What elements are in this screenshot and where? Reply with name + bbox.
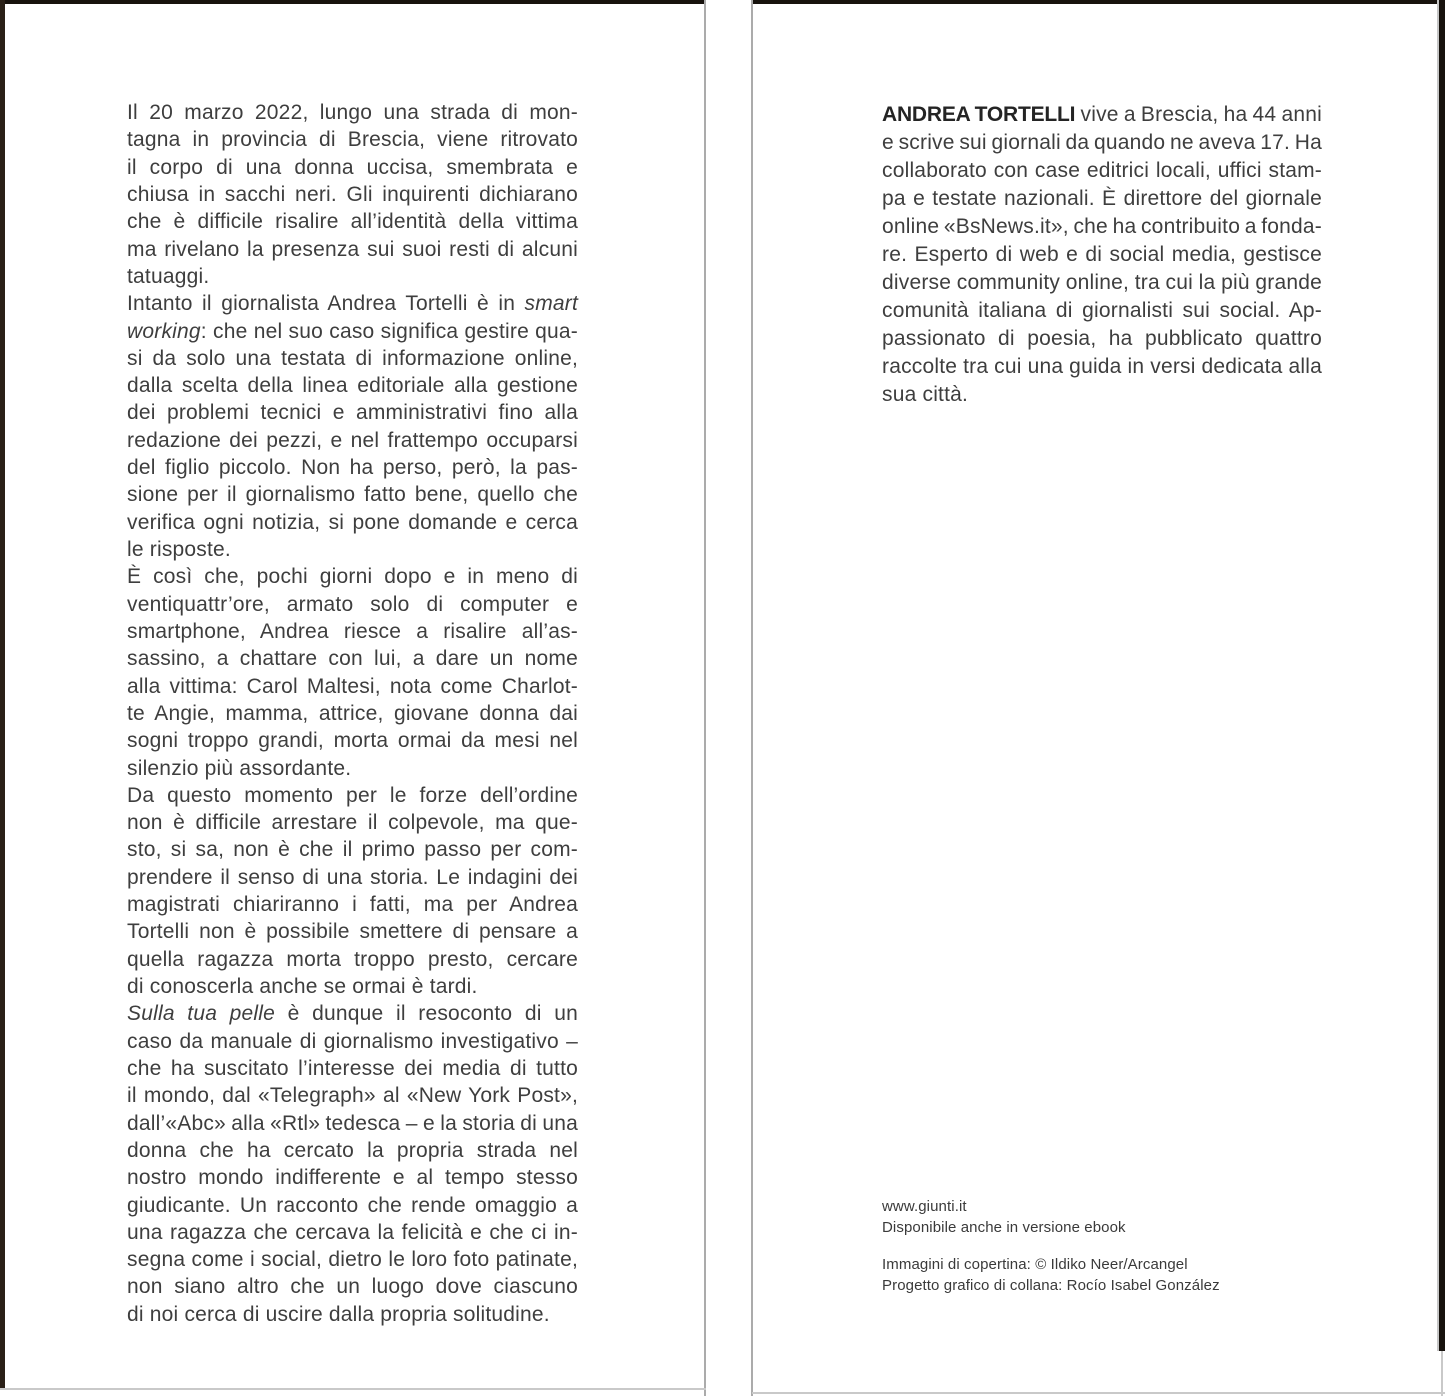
text-line: [127, 1164, 578, 1191]
text-line-content: te Angie, mamma, attrice, giovane donna dai: [127, 701, 578, 725]
text-line: [882, 381, 1322, 409]
text-line: [127, 290, 578, 317]
text-line: [127, 836, 578, 863]
text-line: [127, 454, 578, 481]
text-line: [127, 372, 578, 399]
text-line-content: silenzio più assordante.: [127, 756, 352, 780]
text-line: [882, 241, 1322, 269]
text-line: [127, 1192, 578, 1219]
text-line-content: di conoscerla anche se ormai è tardi.: [127, 975, 478, 998]
italic-phrase: working: [127, 319, 201, 343]
text-line-content: che è difficile risalire all’identità della vittima: [127, 210, 578, 234]
text-line-content: quella ragazza morta troppo presto, cercare: [127, 947, 578, 971]
text-line-content: tagna in provincia di Brescia, viene ritrovato: [127, 128, 578, 152]
text-line: [127, 263, 578, 290]
text-line-content: le risposte.: [127, 538, 231, 561]
text-line: [882, 185, 1322, 213]
text-line-content: È così che, pochi giorni dopo e in meno di: [127, 565, 578, 589]
text-line-content: sassino, a chattare con lui, a dare un nome: [127, 647, 578, 671]
scan-edge-top-left: [0, 0, 706, 4]
scan-edge-bottom-left: [0, 1388, 706, 1390]
text-line-content: una ragazza che cercava la felicità e che ci in-: [127, 1220, 578, 1244]
cover-credits-group: [882, 1254, 1220, 1296]
paragraph: [127, 99, 578, 290]
text-line-content: prendere il senso di una storia. Le indagini dei: [127, 865, 578, 889]
italic-phrase: Sulla tua pelle: [127, 1002, 276, 1026]
scan-edge-right: [1437, 0, 1445, 1351]
text-line-content: sione per il giornalismo fatto bene, quello che: [127, 483, 578, 507]
text-line: [127, 126, 578, 153]
text-line: [127, 1273, 578, 1300]
text-line: [882, 129, 1322, 157]
text-line: [882, 269, 1322, 297]
synopsis-text: [127, 99, 578, 1328]
paragraph: [127, 563, 578, 782]
text-line-content: pa e testate nazionali. È direttore del giornale: [882, 187, 1322, 210]
text-line: [127, 236, 578, 263]
text-line: [127, 1246, 578, 1273]
text-line-content: working: che nel suo caso significa gestire qua-: [127, 319, 578, 343]
text-line-content: che ha suscitato l’interesse dei media di tutto: [127, 1056, 578, 1080]
text-line: [127, 1028, 578, 1055]
text-line-content: giudicante. Un racconto che rende omaggio a: [127, 1193, 578, 1217]
text-line: [882, 157, 1322, 185]
text-line-content: verifica ogni notizia, si pone domande e cerca: [127, 510, 578, 534]
text-line-content: smartphone, Andrea riesce a risalire all’as-: [127, 619, 578, 643]
text-line-content: Intanto il giornalista Andrea Tortelli è in smart: [127, 292, 578, 316]
text-line-content: nostro mondo indifferente e al tempo stesso: [127, 1166, 578, 1190]
text-line-content: redazione dei pezzi, e nel frattempo occuparsi: [127, 428, 578, 452]
text-line: [882, 213, 1322, 241]
text-line-content: Sulla tua pelle è dunque il resoconto di un: [127, 1002, 578, 1026]
spine-fold-line-right: [751, 0, 753, 1396]
text-line: [127, 318, 578, 345]
text-line: [127, 1000, 578, 1027]
ebook-availability-note: Disponibile anche in versione ebook: [882, 1219, 1126, 1236]
text-line-content: il mondo, dal «Telegraph» al «New York Post»,: [127, 1084, 578, 1108]
text-line: [127, 1082, 578, 1109]
text-line: [127, 809, 578, 836]
text-line: [127, 181, 578, 208]
text-line: [127, 1137, 578, 1164]
text-line-content: magistrati chiariranno i fatti, ma per Andrea: [127, 893, 578, 917]
text-line-content: dei problemi tecnici e amministrativi fino alla: [127, 401, 578, 425]
scan-edge-bottom-right: [752, 1392, 1445, 1394]
text-line: [127, 727, 578, 754]
text-line: [882, 297, 1322, 325]
text-line-content: sua città.: [882, 383, 969, 406]
text-line: [127, 481, 578, 508]
text-line: [127, 864, 578, 891]
text-line-content: il corpo di una donna uccisa, smembrata e: [127, 155, 578, 179]
right-flap: [752, 0, 1437, 1396]
text-line-content: ma rivelano la presenza sui suoi resti di alcuni: [127, 237, 578, 261]
text-line-content: sto, si sa, non è che il primo passo per com-: [127, 838, 578, 862]
paragraph: [127, 782, 578, 1001]
scan-edge-corner-right: [1441, 1351, 1443, 1396]
text-line: [127, 399, 578, 426]
text-line: [127, 427, 578, 454]
text-line: [127, 563, 578, 590]
text-line-content: Tortelli non è possibile smettere di pensare a: [127, 920, 578, 944]
italic-phrase: smart: [524, 292, 578, 316]
text-line-content: non siano altro che un luogo dove ciascuno: [127, 1275, 578, 1299]
text-line: [127, 1219, 578, 1246]
text-line-content: caso da manuale di giornalismo investigativo –: [127, 1029, 578, 1053]
left-flap: [0, 0, 706, 1396]
text-line-content: Il 20 marzo 2022, lungo una strada di mon-: [127, 101, 578, 124]
text-line: [127, 645, 578, 672]
text-line: [127, 673, 578, 700]
text-line: [127, 1301, 578, 1328]
text-line: [127, 99, 578, 126]
author-name: ANDREA TORTELLI: [882, 103, 1076, 126]
text-line: [127, 918, 578, 945]
text-line-content: si da solo una testata di informazione online,: [127, 346, 578, 370]
series-design-credit: Progetto grafico di collana: Rocío Isabel González: [882, 1277, 1220, 1294]
text-line: [127, 618, 578, 645]
text-line: [127, 755, 578, 782]
text-line: [127, 700, 578, 727]
text-line-content: re. Esperto di web e di social media, gestisce: [882, 243, 1322, 266]
text-line-content: ventiquattr’ore, armato solo di computer e: [127, 592, 578, 616]
text-line: [882, 325, 1322, 353]
text-line-content: donna che ha cercato la propria strada nel: [127, 1138, 578, 1162]
text-line-content: di noi cerca di uscire dalla propria solitudine.: [127, 1302, 550, 1326]
text-line-content: del figlio piccolo. Non ha perso, però, la pas-: [127, 456, 578, 480]
spine-fold-line-left: [704, 0, 706, 1396]
text-line-content: ANDREA TORTELLI vive a Brescia, ha 44 anni: [882, 103, 1322, 126]
text-line-content: raccolte tra cui una guida in versi dedicata alla: [882, 355, 1322, 378]
text-line: [127, 208, 578, 235]
publisher-credits-block: [882, 1196, 1220, 1296]
text-line: [127, 973, 578, 1000]
text-line-content: tatuaggi.: [127, 264, 210, 288]
text-line-content: collaborato con case editrici locali, uffici stam-: [882, 159, 1322, 182]
text-line: [127, 509, 578, 536]
cover-image-credit: Immagini di copertina: © Ildiko Neer/Arcangel: [882, 1256, 1188, 1273]
scan-edge-top-right: [752, 0, 1445, 4]
publisher-website: www.giunti.it: [882, 1198, 967, 1215]
text-line: [127, 1055, 578, 1082]
text-line: [882, 353, 1322, 381]
text-line-content: passionato di poesia, ha pubblicato quattro: [882, 327, 1322, 350]
text-line-content: dalla scelta della linea editoriale alla gestione: [127, 374, 578, 398]
text-line-content: sogni troppo grandi, morta ormai da mesi nel: [127, 729, 578, 753]
text-line: [882, 101, 1322, 129]
paragraph: [127, 1000, 578, 1328]
paragraph: [882, 101, 1322, 409]
text-line: [127, 154, 578, 181]
text-line-content: chiusa in sacchi neri. Gli inquirenti dichiarano: [127, 182, 578, 206]
text-line: [127, 345, 578, 372]
text-line: [127, 782, 578, 809]
text-line-content: segna come i social, dietro le loro foto patinate,: [127, 1248, 578, 1272]
text-line-content: e scrive sui giornali da quando ne aveva 17. Ha: [882, 131, 1322, 154]
text-line: [127, 891, 578, 918]
text-line-content: comunità italiana di giornalisti sui social. Ap-: [882, 299, 1322, 322]
text-line: [127, 946, 578, 973]
text-line-content: online «BsNews.it», che ha contribuito a fonda-: [882, 215, 1322, 238]
text-line-content: dall’«Abc» alla «Rtl» tedesca – e la storia di una: [127, 1111, 578, 1135]
author-bio-text: [882, 101, 1322, 409]
text-line-content: Da questo momento per le forze dell’ordine: [127, 783, 578, 807]
scan-edge-left: [0, 0, 5, 1390]
text-line-content: non è difficile arrestare il colpevole, ma que-: [127, 811, 578, 835]
text-line: [127, 1110, 578, 1137]
text-line: [127, 536, 578, 563]
paragraph: [127, 290, 578, 563]
text-line-content: alla vittima: Carol Maltesi, nota come Charlot-: [127, 674, 578, 698]
text-line: [127, 591, 578, 618]
text-line-content: diverse community online, tra cui la più grande: [882, 271, 1323, 294]
